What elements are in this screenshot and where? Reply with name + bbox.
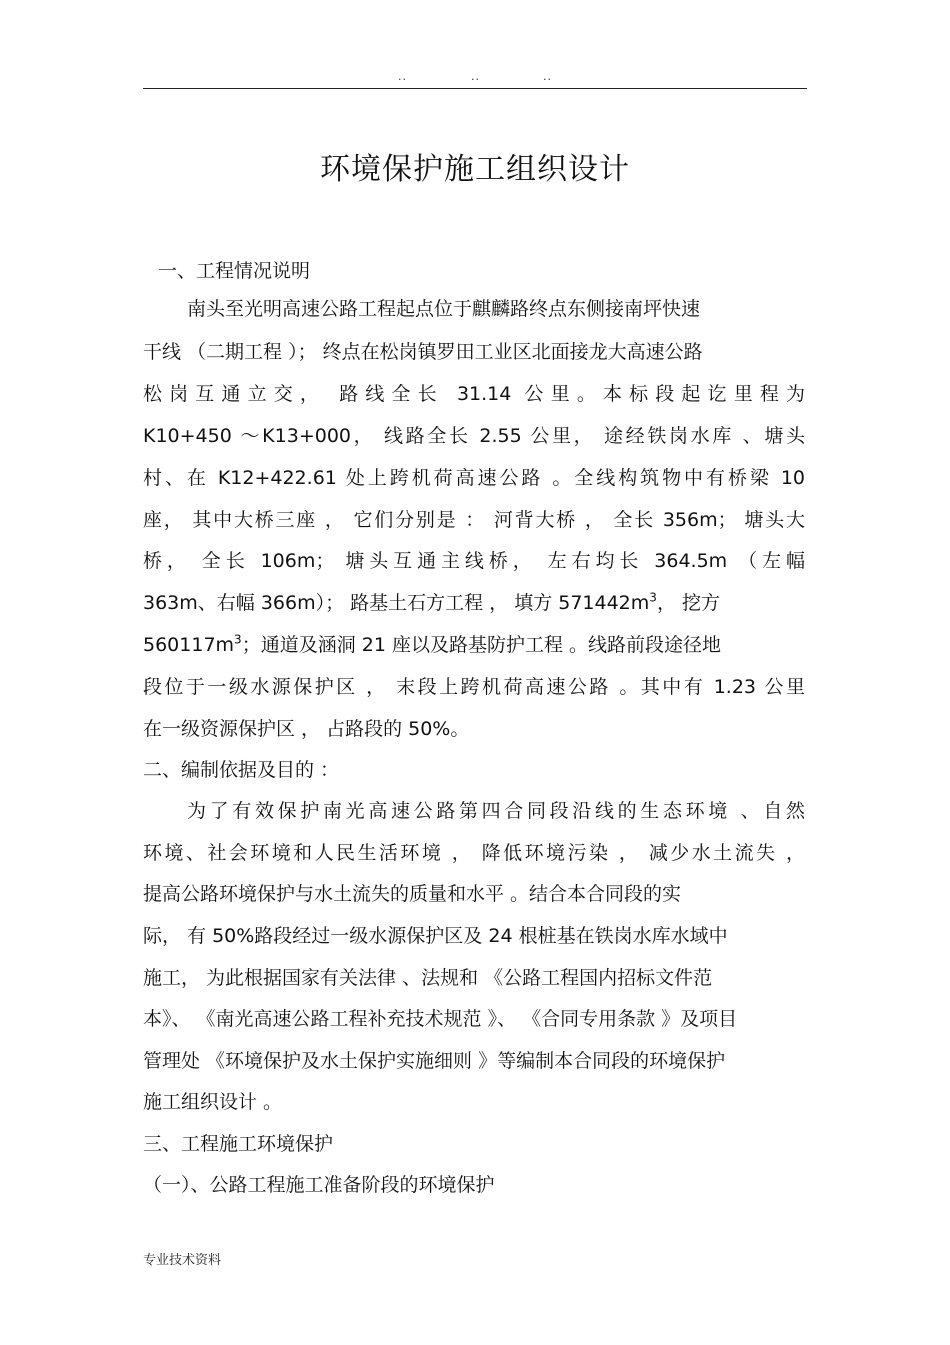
paragraph-line: 环境、社会环境和人民生活环境 ， 降低环境污染 ， 减少水土流失 ，: [143, 842, 805, 864]
superscript: 3: [234, 632, 242, 647]
subsection-heading: （一）、公路工程施工准备阶段的环境保护: [143, 1174, 495, 1196]
header-dots: ..: [471, 70, 480, 83]
paragraph-line: 为了有效保护南光高速公路第四合同段沿线的生态环境 、自然: [187, 800, 805, 822]
line-text: ， 挖方: [656, 592, 720, 614]
section-heading: 二、编制依据及目的 ：: [143, 759, 340, 781]
paragraph-line: 施工组织设计 。: [143, 1091, 283, 1113]
paragraph-line: [143, 632, 805, 658]
header-dots: ..: [398, 70, 407, 83]
paragraph-line: 座， 其中大桥三座 ， 它们分别是 ： 河背大桥 ， 全长 356m； 塘头大: [143, 509, 805, 531]
paragraph-line: 段位于一级水源保护区 ， 末段上跨机荷高速公路 。其中有 1.23 公里: [143, 676, 805, 698]
line-text: 363m、右幅 366m）； 路基土石方工程 ， 填方 571442m: [143, 592, 650, 614]
paragraph-line: 干线 （二期工程 ）； 终点在松岗镇罗田工业区北面接龙大高速公路: [143, 341, 703, 363]
paragraph-line: K10+450 ～K13+000， 线路全长 2.55 公里， 途经铁岗水库 、塘头: [143, 425, 805, 447]
paragraph-line: 南头至光明高速公路工程起点位于麒麟路终点东侧接南坪快速: [187, 298, 701, 320]
header-rule: [143, 88, 807, 89]
paragraph-line: 本》、 《南光高速公路工程补充技术规范 》、 《合同专用条款 》及项目: [143, 1008, 738, 1030]
paragraph-line: 际， 有 50%路段经过一级水源保护区及 24 根桩基在铁岗水库水域中: [143, 925, 728, 947]
paragraph-line: 松岗互通立交， 路线全长 31.14 公里。本标段起讫里程为: [143, 383, 805, 405]
line-text: 560117m: [143, 634, 235, 656]
document-title: 环境保护施工组织设计: [320, 152, 630, 187]
section-heading: 一、工程情况说明: [158, 260, 311, 282]
paragraph-line: [143, 590, 805, 616]
paragraph-line: 桥， 全长 106m； 塘头互通主线桥， 左右均长 364.5m （左幅: [143, 550, 805, 572]
paragraph-line: 提高公路环境保护与水土流失的质量和水平 。结合本合同段的实: [143, 883, 682, 905]
paragraph-line: 村、在 K12+422.61 处上跨机荷高速公路 。全线构筑物中有桥梁 10: [143, 467, 805, 489]
section-heading: 三、工程施工环境保护: [143, 1133, 334, 1155]
superscript: 3: [649, 590, 657, 605]
paragraph-line: 管理处 《环境保护及水土保护实施细则 》等编制本合同段的环境保护: [143, 1050, 726, 1072]
page-footer: 专业技术资料: [143, 1253, 222, 1268]
line-text: ；通道及涵洞 21 座以及路基防护工程 。线路前段途径地: [241, 634, 721, 656]
paragraph-line: 施工， 为此根据国家有关法律 、法规和 《公路工程国内招标文件范: [143, 967, 713, 989]
paragraph-line: 在一级资源保护区 ， 占路段的 50%。: [143, 718, 470, 740]
header-dots: ..: [543, 70, 552, 83]
